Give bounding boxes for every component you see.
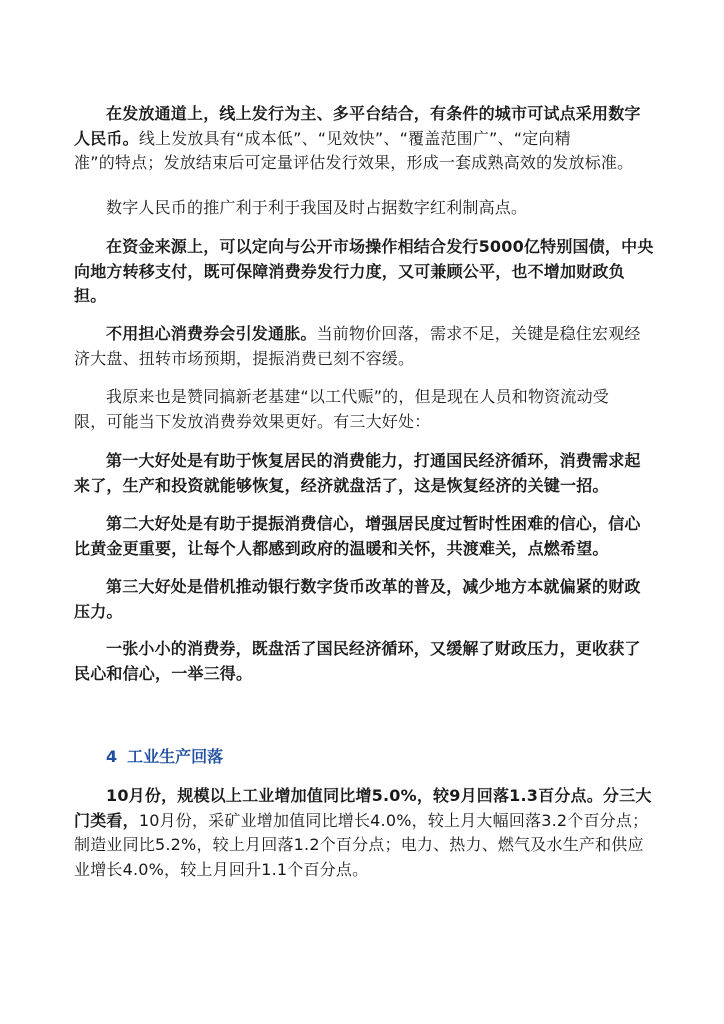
text-line [74,474,654,499]
bold-text-run: 在发放通道上，线上发行为主、多平台结合，有条件的城市可试点采用数字 [106,104,641,123]
text-line [74,637,654,662]
text-line [74,575,654,600]
text-line [74,151,654,176]
bold-text-run: 不用担心消费券会引发通胀。 [106,324,317,343]
bold-text-run: 压力。 [74,601,123,621]
paragraph-conclusion [74,637,654,686]
text-line [74,127,654,152]
text-line [74,858,654,883]
text-line [74,809,654,834]
bold-text-run: 门类看， [74,810,139,830]
text-line [74,196,654,221]
paragraph-distribution-channel [74,102,654,176]
text-run: 准”的特点；发放结束后可定量评估发行效果，形成一套成熟高效的发放标准。 [74,153,634,172]
bold-text-run: 民心和信心，一举三得。 [74,663,253,683]
section-title: 工业生产回落 [127,747,224,766]
text-run: 限，可能当下发放消费券效果更好。有三大好处： [74,411,431,431]
text-line [74,449,654,474]
text-line [74,322,654,347]
bold-text-run: 第二大好处是有助于提振消费信心，增强居民度过暂时性困难的信心，信心 [106,514,641,533]
text-line [74,260,654,285]
text-line [74,662,654,687]
text-line [74,833,654,858]
bold-text-run: 第一大好处是有助于恢复居民的消费能力，打通国民经济循环，消费需求起 [106,451,641,470]
paragraph-inflation-concern [74,322,654,371]
text-line [74,284,654,309]
text-line [74,347,654,372]
text-line [74,385,654,410]
text-line [74,410,654,435]
bold-text-run: 第三大好处是借机推动银行数字货币改革的普及，减少地方本就偏紧的财政 [106,577,641,596]
bold-text-run: 10月份，规模以上工业增加值同比增5.0%，较9月回落1.3百分点。分三大 [106,786,652,805]
section-heading [106,745,652,769]
bold-text-run: 来了，生产和投资就能够恢复，经济就盘活了，这是恢复经济的关键一招。 [74,475,609,495]
bold-text-run: 人民币。 [74,128,139,148]
paragraph-industrial-production [74,784,654,882]
bold-text-run: 担。 [74,286,107,305]
text-run: 当前物价回落，需求不足，关键是稳住宏观经 [316,324,641,343]
text-line [74,235,654,260]
bold-text-run: 一张小小的消费券，既盘活了国民经济循环，又缓解了财政压力，更收获了 [106,639,641,658]
text-run: 线上发放具有“成本低”、“见效快”、“覆盖范围广”、“定向精 [138,128,571,148]
text-line [74,102,654,127]
paragraph-funding-source [74,235,654,309]
paragraph-third-benefit [74,575,654,624]
text-run: 业增长4.0%，较上月回升1.1个百分点。 [74,859,369,879]
paragraph-second-benefit [74,512,654,561]
bold-text-run: 向地方转移支付，既可保障消费券发行力度，又可兼顾公平，也不增加财政负 [74,261,625,281]
paragraph-infrastructure-comparison [74,385,654,434]
text-line [74,537,654,562]
text-run: 10月份，采矿业增加值同比增长4.0%，较上月大幅回落3.2个百分点； [138,810,649,830]
text-run: 济大盘、扭转市场预期，提振消费已刻不容缓。 [74,348,415,368]
text-run: 制造业同比5.2%，较上月回落1.2个百分点；电力、热力、燃气及水生产和供应 [74,835,644,854]
section-number: 4 [106,747,118,766]
bold-text-run: 比黄金更重要，让每个人都感到政府的温暖和关怀，共渡难关，点燃希望。 [74,538,609,558]
text-run: 数字人民币的推广利于利于我国及时占据数字红利制高点。 [106,198,528,217]
paragraph-first-benefit [74,449,654,498]
bold-text-run: 在资金来源上，可以定向与公开市场操作相结合发行5000亿特别国债，中央 [106,237,654,256]
text-line [74,512,654,537]
text-line [74,784,654,809]
paragraph-digital-rmb-promotion [74,196,654,221]
text-run: 我原来也是赞同搞新老基建“以工代赈”的，但是现在人员和物资流动受 [106,387,609,406]
text-line [74,600,654,625]
